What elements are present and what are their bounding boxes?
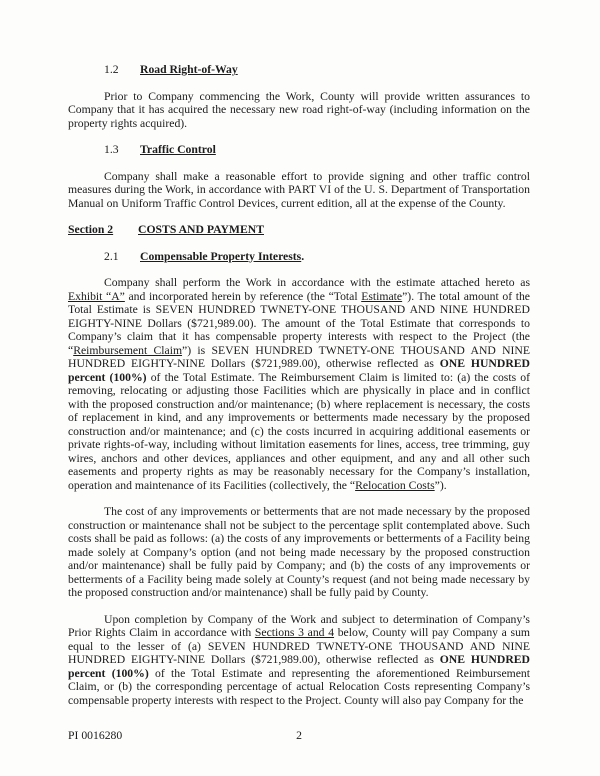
text-run: Relocation Costs	[355, 478, 435, 492]
text-run: Reimbursement Claim	[73, 343, 183, 357]
text-run: Sections 3 and 4	[254, 626, 335, 639]
heading-title	[140, 143, 216, 156]
section-heading	[104, 250, 530, 264]
text-run: Upon completion by Company of the Work and subject to determination of Company’s Prior Rights Claim in accordance with	[68, 612, 530, 639]
text-run: Road Right-of-Way	[140, 63, 238, 76]
page-footer	[68, 729, 530, 743]
text-run: .	[301, 249, 305, 263]
text-run: 1.2	[104, 63, 119, 76]
heading-number	[68, 223, 138, 237]
text-run: Estimate	[361, 289, 403, 303]
paragraph	[68, 276, 530, 492]
text-run: of the Total Estimate. The Reimbursement Claim is limited to: (a) the costs of removing, relocating or adjusting those Facilities which are physically in place and in conflict with the proposed construction and/or maintenance; (b) where replacement is necessary, the costs of replacement in kind, and any improvements or betterments made necessary by the proposed construction and/or maintenance; and (c) the costs incurred in acquiring additional easements or private rights-of-way, including without limitation easements for lines, access, tree trimming, guy wires, anchors and other devices, appliances and other equipment, and any and all other such easements and property rights as may be reasonably necessary for the Company’s installation, operation and maintenance of its Facilities (collectively, the “	[68, 370, 531, 492]
heading-title	[138, 223, 264, 236]
text-run: Exhibit “A”	[68, 289, 125, 303]
text-run: Compensable Property Interests	[140, 249, 302, 263]
text-run: ONE HUNDRED percent (100%)	[68, 653, 530, 680]
text-run: 2.1	[104, 249, 119, 263]
text-run: Company shall make a reasonable effort to provide signing and other traffic control measures during the Work, in accordance with PART VI of the U. S. Department of Transportation Manual on Uniform Traffic Control Devices, current edition, all at the expense of the County.	[68, 169, 530, 210]
footer-document-id: PI 0016280	[68, 729, 123, 742]
heading-number	[104, 63, 140, 77]
heading-number	[104, 250, 140, 264]
text-run: Section 2	[68, 223, 114, 236]
text-run: of the Total Estimate and representing the aforementioned Reimbursement Claim, or (b) the corresponding percentage of actual Relocation Costs representing Company’s compensable property interests with respect to the Project. County will also pay Company for the	[68, 666, 531, 707]
section-heading	[104, 143, 530, 157]
text-run: COSTS AND PAYMENT	[138, 223, 264, 236]
section-heading	[104, 63, 530, 77]
text-run: ”) is SEVEN HUNDRED TWNETY-ONE THOUSAND AND NINE HUNDRED EIGHTY-NINE Dollars ($721,989.00), otherwise reflected as	[68, 343, 531, 370]
text-run: ”).	[434, 478, 447, 492]
paragraph	[68, 170, 530, 211]
text-run: Traffic Control	[140, 143, 216, 156]
text-run: Company shall perform the Work in accordance with the estimate attached hereto as	[104, 276, 530, 289]
paragraph	[68, 505, 530, 600]
heading-number	[104, 143, 140, 157]
text-run: 1.3	[104, 143, 119, 156]
text-run: Prior to Company commencing the Work, County will provide written assurances to Company that it has acquired the necessary new road right-of-way (including information on the property rights acquired).	[68, 89, 530, 130]
heading-title	[140, 250, 304, 263]
text-run: ONE HUNDRED percent (100%)	[68, 357, 530, 384]
footer-page-number: 2	[296, 729, 302, 742]
text-run: below, County will pay Company a sum equal to the lesser of (a) SEVEN HUNDRED TWNETY-ONE THOUSAND AND NINE HUNDRED EIGHTY-NINE Dollars ($721,989.00), otherwise reflected as	[68, 626, 531, 666]
heading-title	[140, 63, 238, 76]
text-run: The cost of any improvements or betterments that are not made necessary by the proposed construction or maintenance shall not be subject to the percentage split contemplated above. Such costs shall be paid as follows: (a) the costs of any improvements or betterments of a Facility being made solely at Company’s option (and not being made necessary by the proposed construction and/or maintenance) shall be fully paid by Company; and (b) the costs of any improvements or betterments of a Facility being made solely at County’s request (and not being made necessary by the proposed construction and/or maintenance) shall be fully paid by County.	[68, 505, 530, 599]
section-heading	[68, 223, 530, 237]
paragraph	[68, 90, 530, 131]
text-run: ”). The total amount of the Total Estimate is SEVEN HUNDRED TWNETY-ONE THOUSAND AND NINE HUNDRED EIGHTY-NINE Dollars ($721,989.00). The amount of the Total Estimate that corresponds to Company’s claim that it has compensable property interests with respect to the Project (the “	[68, 289, 530, 357]
text-run: and incorporated herein by reference (the “Total	[124, 289, 362, 303]
document-content	[68, 63, 530, 720]
paragraph	[68, 613, 530, 708]
